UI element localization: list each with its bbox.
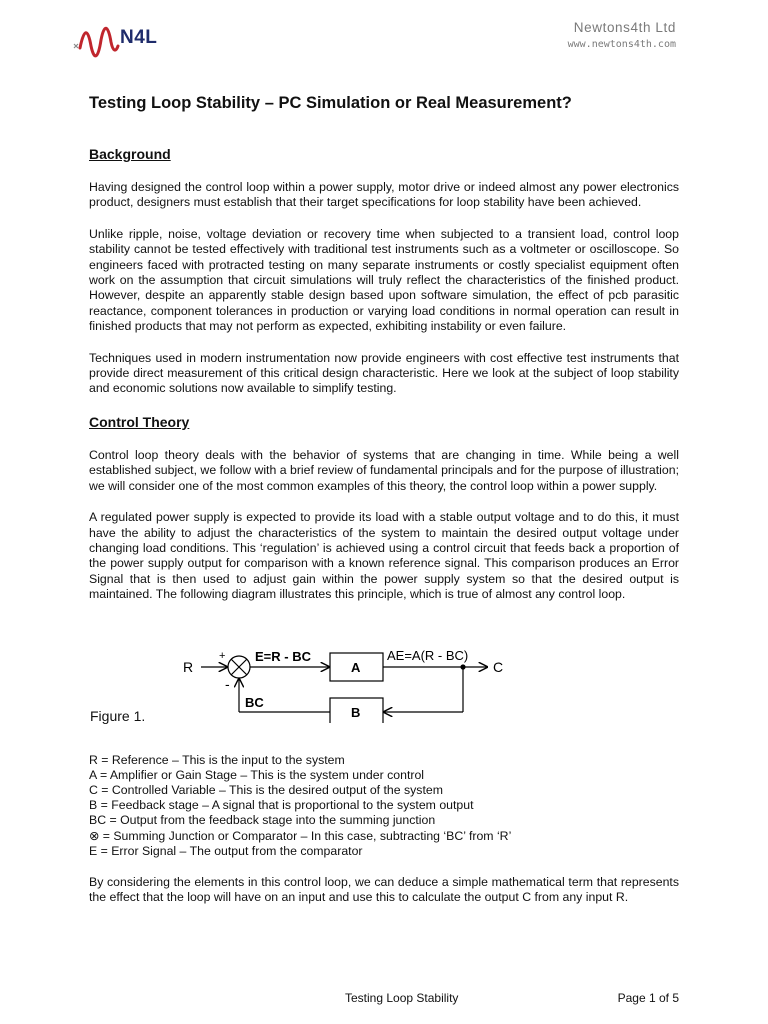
background-paragraph-1: Having designed the control loop within a power supply, motor drive or indeed almost any power electronics product, designers must establish that their target specifications for loop stability have been achieved. xyxy=(89,180,679,210)
block-b-label: B xyxy=(351,704,361,720)
document-body xyxy=(89,94,679,922)
error-label: E=R - BC xyxy=(255,648,311,664)
footer-title: Testing Loop Stability xyxy=(345,991,459,1005)
input-label: R xyxy=(183,658,194,675)
output-label: C xyxy=(493,658,504,675)
background-paragraph-3: Techniques used in modern instrumentation now provide engineers with cost effective test instruments that provide direct measurement of this critical design characteristic. Here we look at the subject of loop stability and economic solutions now available to simplify testing. xyxy=(89,350,679,396)
control-theory-paragraph-2: A regulated power supply is expected to provide its load with a stable output voltage and to do this, it must have the ability to adjust the characteristics of the system to maintain the desired output voltage under changing load conditions. This ‘regulation’ is achieved using a control circuit that feeds back a proportion of the power supply output for comparison with a known reference signal. This comparison produces an Error Signal that is then used to adjust gain within the power supply system so that the desired output is maintained. The following diagram illustrates this principle, which is true of almost any control loop. xyxy=(89,510,679,602)
feedback-label: BC xyxy=(245,694,264,710)
logo-text: N4L xyxy=(120,27,158,48)
control-theory-paragraph-1: Control loop theory deals with the behavior of systems that are changing in time. While being a well established subject, we follow with a brief review of fundamental principals and for the purpose of illustration; we will consider one of the most common examples of this theory, the control loop within a power supply. xyxy=(89,447,679,493)
figure-1 xyxy=(89,623,679,741)
definitions-list xyxy=(89,753,679,859)
definition-item: E = Error Signal – The output from the comparator xyxy=(89,843,363,858)
plus-sign: + xyxy=(219,649,226,662)
minus-sign: - xyxy=(225,675,230,692)
block-a-label: A xyxy=(351,659,361,675)
company-block xyxy=(568,20,676,50)
page-number: Page 1 of 5 xyxy=(617,991,679,1005)
control-loop-diagram xyxy=(179,623,519,723)
background-paragraph-2: Unlike ripple, noise, voltage deviation or recovery time when subjected to a transient load, control loop stability cannot be tested effectively with traditional test instruments such as a voltmeter or oscilloscope. So engineers faced with protracted testing on many separate instruments or costly specialist equipment often work on the assumption that circuit simulations will truly reflect the characteristics of the finished product. However, despite an apparently stable design based upon software simulation, the effect of pcb parasitic reactance, component tolerances in production or varying load conditions in normal operation can result in finished products that may not perform as expected, exhibiting instability or even failure. xyxy=(89,226,679,334)
definition-item: BC = Output from the feedback stage into the summing junction xyxy=(89,813,436,828)
company-name: Newtons4th Ltd xyxy=(573,20,676,35)
company-url: www.newtons4th.com xyxy=(567,39,676,50)
definition-item: R = Reference – This is the input to the system xyxy=(89,752,345,767)
control-theory-heading: Control Theory xyxy=(89,413,190,430)
document-title: Testing Loop Stability – PC Simulation or Real Measurement? xyxy=(89,94,572,112)
output-expr: AE=A(R - BC) xyxy=(387,647,469,663)
definition-item: C = Controlled Variable – This is the desired output of the system xyxy=(89,782,443,797)
definition-item: A = Amplifier or Gain Stage – This is the system under control xyxy=(89,767,425,782)
background-heading: Background xyxy=(89,146,171,162)
definition-item: ⊗ = Summing Junction or Comparator – In this case, subtracting ‘BC’ from ‘R’ xyxy=(89,828,512,843)
closing-paragraph: By considering the elements in this control loop, we can deduce a simple mathematical term that represents the effect that the loop will have on an input and use this to calculate the output C from any input R. xyxy=(89,874,679,905)
figure-label: Figure 1. xyxy=(90,707,146,724)
definition-item: B = Feedback stage – A signal that is proportional to the system output xyxy=(89,798,474,813)
